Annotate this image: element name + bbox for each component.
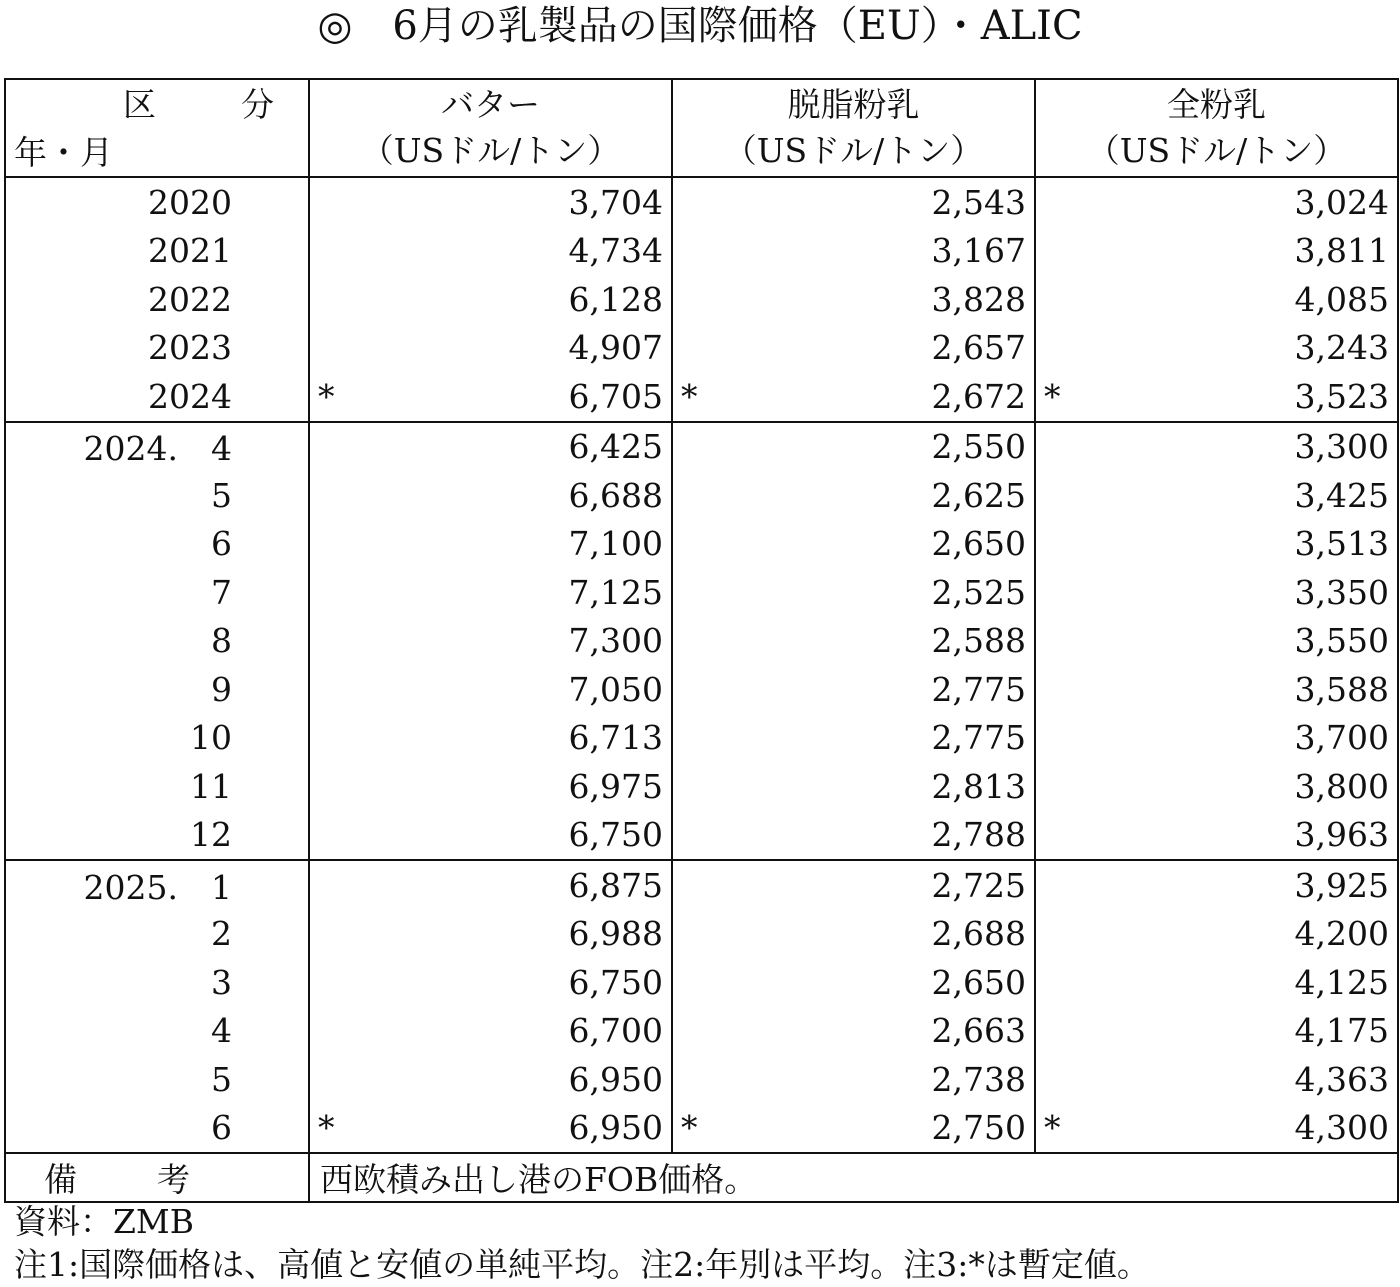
table-row [5,275,1398,324]
cell-butter [309,1104,672,1154]
provisional-mark: * [1044,1108,1061,1148]
row-label: 5 [211,475,232,515]
provisional-mark: * [318,376,335,416]
table-row [5,568,1398,617]
cell-whole-milk-powder [1035,958,1398,1007]
cell-butter [309,227,672,276]
price-value: 2,588 [931,621,1026,661]
cell-whole-milk-powder [1035,177,1398,227]
cell-skim-milk-powder [672,177,1035,227]
provisional-mark [681,280,705,319]
row-label: 4 [211,1011,232,1051]
row-label: 2 [211,914,232,954]
provisional-mark [318,280,342,319]
price-value: 3,588 [1294,669,1389,709]
cell-skim-milk-powder [672,958,1035,1007]
remarks-label: 備考 [5,1153,309,1202]
price-value: 3,550 [1294,621,1389,661]
provisional-mark [681,427,705,466]
source-note: 資料：ZMB [14,1202,194,1241]
cell-whole-milk-powder [1035,422,1398,472]
header-whole-milk-powder [1035,79,1398,177]
cell-skim-milk-powder [672,860,1035,910]
cell-butter [309,958,672,1007]
header-butter [309,79,672,177]
price-value: 7,125 [568,572,663,612]
provisional-mark [318,524,342,563]
cell-whole-milk-powder [1035,227,1398,276]
provisional-mark [1044,621,1068,660]
cell-butter [309,1007,672,1056]
price-value: 6,425 [568,427,663,467]
price-value: 2,672 [931,376,1026,416]
provisional-mark [1044,914,1068,953]
row-label: 7 [211,572,232,612]
row-label: 11 [190,766,232,806]
price-value: 3,513 [1294,524,1389,564]
page-title: ◎ 6月の乳製品の国際価格（EU）・ALIC [317,3,1083,49]
cell-skim-milk-powder [672,811,1035,861]
price-value: 2,550 [931,427,1026,467]
provisional-mark [681,621,705,660]
row-label: 3 [211,962,232,1002]
row-label: 2022 [148,279,232,319]
cell-whole-milk-powder [1035,714,1398,763]
price-value: 2,725 [931,865,1026,905]
cell-butter [309,324,672,373]
cell-whole-milk-powder [1035,1104,1398,1154]
table-row [5,324,1398,373]
price-value: 3,925 [1294,865,1389,905]
row-label: 12 [190,815,232,855]
price-value: 2,543 [931,182,1026,222]
table-row [5,520,1398,569]
provisional-mark [318,183,342,222]
cell-whole-milk-powder [1035,520,1398,569]
price-value: 3,024 [1294,182,1389,222]
cell-butter [309,714,672,763]
header-kubun: 区 分 [123,85,300,124]
price-value: 4,734 [568,231,663,271]
price-value: 4,200 [1294,914,1389,954]
remarks-text: 西欧積み出し港のFOB価格。 [309,1153,1398,1202]
provisional-mark [1044,815,1068,854]
price-value: 2,663 [931,1011,1026,1051]
table-row [5,227,1398,276]
provisional-mark [1044,670,1068,709]
provisional-mark [681,718,705,757]
header-wmp-unit: （USドル/トン） [1086,131,1347,170]
price-value: 2,650 [931,524,1026,564]
price-value: 2,813 [931,766,1026,806]
provisional-mark [681,670,705,709]
table-row [5,714,1398,763]
price-value: 2,788 [931,815,1026,855]
price-value: 6,750 [568,962,663,1002]
price-value: 3,800 [1294,766,1389,806]
price-value: 2,775 [931,669,1026,709]
cell-whole-milk-powder [1035,372,1398,422]
cell-butter [309,665,672,714]
provisional-mark [318,767,342,806]
table-row [5,1055,1398,1104]
provisional-mark [681,183,705,222]
price-value: 4,363 [1294,1059,1389,1099]
provisional-mark [681,524,705,563]
cell-butter [309,617,672,666]
row-label: 2021 [148,231,232,271]
provisional-mark [318,1011,342,1050]
provisional-mark [1044,1060,1068,1099]
provisional-mark [1044,328,1068,367]
provisional-mark [1044,767,1068,806]
price-table [4,78,1399,1203]
cell-skim-milk-powder [672,762,1035,811]
price-value: 4,907 [568,328,663,368]
price-value: 2,688 [931,914,1026,954]
price-value: 3,425 [1294,475,1389,515]
table-row [5,860,1398,910]
cell-whole-milk-powder [1035,1007,1398,1056]
row-label: 10 [190,718,232,758]
cell-whole-milk-powder [1035,811,1398,861]
provisional-mark [681,1011,705,1050]
price-value: 3,243 [1294,328,1389,368]
provisional-mark [318,573,342,612]
provisional-mark [1044,1011,1068,1050]
price-value: 2,657 [931,328,1026,368]
cell-butter [309,568,672,617]
table-row [5,1007,1398,1056]
provisional-mark [318,427,342,466]
footnotes: 注1:国際価格は、高値と安値の単純平均。注2:年別は平均。注3:*は暫定値。 [14,1245,1150,1284]
cell-skim-milk-powder [672,714,1035,763]
provisional-mark [681,476,705,515]
price-value: 3,811 [1294,231,1389,271]
cell-butter [309,910,672,959]
cell-whole-milk-powder [1035,762,1398,811]
table-row [5,422,1398,472]
cell-butter [309,471,672,520]
table-row [5,958,1398,1007]
cell-butter [309,177,672,227]
provisional-mark [1044,280,1068,319]
cell-whole-milk-powder [1035,471,1398,520]
cell-skim-milk-powder [672,471,1035,520]
price-value: 6,875 [568,865,663,905]
provisional-mark [318,670,342,709]
cell-whole-milk-powder [1035,1055,1398,1104]
provisional-mark [681,963,705,1002]
cell-skim-milk-powder [672,910,1035,959]
price-value: 3,350 [1294,572,1389,612]
price-value: 6,713 [568,718,663,758]
price-value: 7,100 [568,524,663,564]
header-skim-milk-powder [672,79,1035,177]
cell-skim-milk-powder [672,372,1035,422]
cell-whole-milk-powder [1035,275,1398,324]
table-row [5,471,1398,520]
provisional-mark [318,815,342,854]
provisional-mark [681,573,705,612]
provisional-mark [1044,718,1068,757]
price-value: 6,705 [568,376,663,416]
row-label: 2020 [148,182,232,222]
provisional-mark [318,476,342,515]
provisional-mark [1044,476,1068,515]
cell-whole-milk-powder [1035,568,1398,617]
provisional-mark [318,328,342,367]
provisional-mark [1044,427,1068,466]
price-value: 3,167 [931,231,1026,271]
table-row [5,910,1398,959]
header-smp-unit: （USドル/トン） [723,131,984,170]
provisional-mark [681,231,705,270]
provisional-mark: * [318,1108,335,1148]
header-smp-name: 脱脂粉乳 [787,85,920,124]
price-value: 6,950 [568,1059,663,1099]
provisional-mark [681,328,705,367]
cell-butter [309,811,672,861]
provisional-mark [681,866,705,905]
cell-skim-milk-powder [672,617,1035,666]
price-value: 6,950 [568,1108,663,1148]
cell-butter [309,762,672,811]
cell-skim-milk-powder [672,324,1035,373]
row-label: 6 [211,1108,232,1148]
table-header-row [5,79,1398,177]
row-label: 5 [211,1059,232,1099]
provisional-mark [318,914,342,953]
remarks-row [5,1153,1398,1202]
cell-skim-milk-powder [672,1055,1035,1104]
cell-skim-milk-powder [672,568,1035,617]
price-value: 6,700 [568,1011,663,1051]
row-label: 6 [211,524,232,564]
table-row [5,1104,1398,1154]
price-value: 2,738 [931,1059,1026,1099]
cell-whole-milk-powder [1035,324,1398,373]
provisional-mark [318,718,342,757]
cell-butter [309,520,672,569]
price-value: 7,050 [568,669,663,709]
price-value: 3,523 [1294,376,1389,416]
provisional-mark [681,1060,705,1099]
table-row [5,811,1398,861]
provisional-mark [681,767,705,806]
cell-skim-milk-powder [672,275,1035,324]
price-value: 6,975 [568,766,663,806]
provisional-mark [318,963,342,1002]
cell-butter [309,422,672,472]
price-value: 3,963 [1294,815,1389,855]
provisional-mark: * [681,376,698,416]
price-value: 6,688 [568,475,663,515]
price-value: 3,828 [931,279,1026,319]
provisional-mark [1044,963,1068,1002]
price-value: 2,750 [931,1108,1026,1148]
price-value: 2,650 [931,962,1026,1002]
provisional-mark [1044,183,1068,222]
price-value: 4,300 [1294,1108,1389,1148]
provisional-mark: * [1044,376,1061,416]
price-value: 6,750 [568,815,663,855]
row-label: 2024. 4 [5,422,309,472]
price-value: 6,128 [568,279,663,319]
cell-skim-milk-powder [672,422,1035,472]
table-row [5,665,1398,714]
price-value: 4,125 [1294,962,1389,1002]
provisional-mark [681,815,705,854]
cell-skim-milk-powder [672,520,1035,569]
cell-whole-milk-powder [1035,910,1398,959]
table-row [5,177,1398,227]
provisional-mark [1044,231,1068,270]
price-value: 3,700 [1294,718,1389,758]
row-label: 2024 [148,376,232,416]
provisional-mark: * [681,1108,698,1148]
price-value: 2,775 [931,718,1026,758]
provisional-mark [1044,524,1068,563]
cell-butter [309,860,672,910]
table-row [5,762,1398,811]
header-butter-name: バター [441,85,540,124]
price-value: 4,085 [1294,279,1389,319]
provisional-mark [318,621,342,660]
cell-skim-milk-powder [672,1007,1035,1056]
price-value: 2,525 [931,572,1026,612]
cell-whole-milk-powder [1035,860,1398,910]
price-value: 7,300 [568,621,663,661]
provisional-mark [318,1060,342,1099]
provisional-mark [1044,866,1068,905]
cell-skim-milk-powder [672,1104,1035,1154]
cell-butter [309,275,672,324]
cell-whole-milk-powder [1035,617,1398,666]
price-value: 4,175 [1294,1011,1389,1051]
provisional-mark [318,231,342,270]
provisional-mark [318,866,342,905]
price-value: 3,704 [568,182,663,222]
cell-butter [309,372,672,422]
price-value: 3,300 [1294,427,1389,467]
provisional-mark [681,914,705,953]
cell-butter [309,1055,672,1104]
row-label: 9 [211,669,232,709]
row-label: 2023 [148,328,232,368]
cell-skim-milk-powder [672,665,1035,714]
header-corner-cell [5,79,309,177]
table-row [5,617,1398,666]
price-value: 2,625 [931,475,1026,515]
cell-whole-milk-powder [1035,665,1398,714]
row-label: 8 [211,621,232,661]
header-wmp-name: 全粉乳 [1167,85,1266,124]
row-label: 2025. 1 [5,860,309,910]
provisional-mark [1044,573,1068,612]
price-value: 6,988 [568,914,663,954]
cell-skim-milk-powder [672,227,1035,276]
header-butter-unit: （USドル/トン） [360,131,621,170]
header-nengetsu: 年・月 [14,133,113,172]
table-row [5,372,1398,422]
